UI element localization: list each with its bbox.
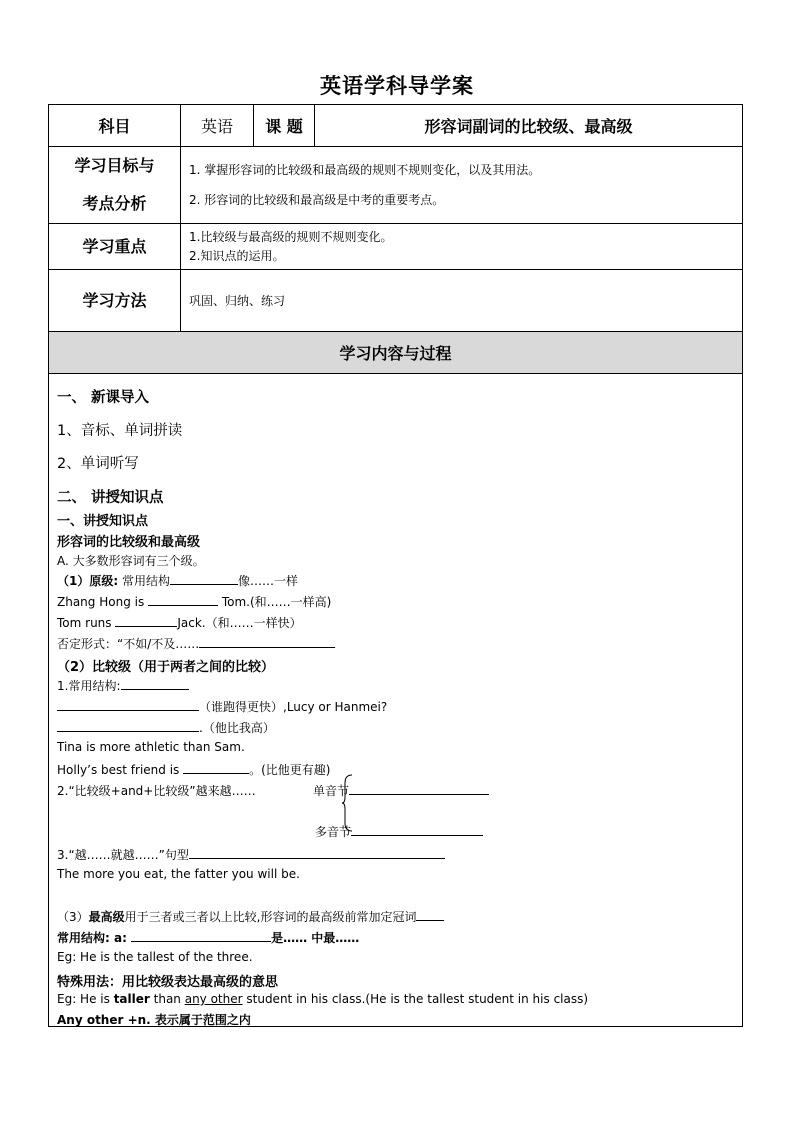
answer-blank xyxy=(349,793,489,795)
focus-item: 1.比较级与最高级的规则不规则变化。 xyxy=(189,229,393,244)
positive-tail: 像……一样 xyxy=(237,574,298,588)
answer-blank xyxy=(148,604,218,606)
example-text: Zhang Hong is xyxy=(57,595,149,609)
focus-row xyxy=(49,224,743,270)
goals-content xyxy=(181,147,743,224)
example-text: Jack.（和……一样快） xyxy=(177,616,302,630)
example-line xyxy=(57,719,275,736)
example-text: .（他比我高） xyxy=(199,721,275,735)
header-row xyxy=(49,105,743,147)
example-text: any other xyxy=(184,992,243,1006)
focus-content xyxy=(181,224,743,270)
process-label: 学习内容与过程 xyxy=(49,332,743,374)
example-text: 3.“越……就越……”句型 xyxy=(57,848,189,862)
goals-label-line2: 考点分析 xyxy=(82,194,147,213)
answer-blank xyxy=(199,646,335,648)
example-text: Holly’s best friend is xyxy=(57,763,184,777)
example-text: 是…… 中最…… xyxy=(271,931,360,945)
negative-form-line xyxy=(57,635,335,652)
sub-heading: 形容词的比较级和最高级 xyxy=(57,535,201,550)
topic-value: 形容词副词的比较级、最高级 xyxy=(315,105,743,147)
example-line xyxy=(57,614,302,631)
structure-line: 2.“比较级+and+比较级”越来越…… xyxy=(57,784,256,798)
process-header-row xyxy=(49,332,743,374)
focus-item: 2.知识点的运用。 xyxy=(189,248,285,263)
example-text: 单音节 xyxy=(313,784,350,798)
example-text: 用于三者或三者以上比较,形容词的最高级前常加定冠词 xyxy=(124,910,417,924)
lesson-plan-table xyxy=(48,104,743,1027)
monosyllable-line xyxy=(313,782,489,799)
answer-blank xyxy=(121,688,189,690)
topic-label: 课 题 xyxy=(254,105,315,147)
example-line: Tina is more athletic than Sam. xyxy=(57,740,245,754)
example-text: 否定形式：“不如/不及…… xyxy=(57,637,200,651)
polysyllable-line xyxy=(315,823,483,840)
example-text: 1.常用结构: xyxy=(57,679,121,693)
example-text: 。(比他更有趣) xyxy=(249,763,331,777)
answer-blank xyxy=(57,730,199,732)
example-line: The more you eat, the fatter you will be. xyxy=(57,867,300,881)
method-row xyxy=(49,270,743,332)
section-item: 1、音标、单词拼读 xyxy=(57,423,183,439)
example-line xyxy=(57,992,588,1006)
content-cell xyxy=(49,374,743,1027)
page-title: 英语学科导学案 xyxy=(320,74,474,98)
example-line xyxy=(57,593,331,610)
answer-blank xyxy=(416,919,444,921)
positive-text: 常用结构 xyxy=(118,574,170,588)
example-line xyxy=(57,761,330,778)
example-line xyxy=(57,698,387,715)
content-row xyxy=(49,374,743,1027)
answer-blank xyxy=(57,709,199,711)
subject-value: 英语 xyxy=(181,105,254,147)
structure-line xyxy=(57,846,445,863)
comparative-heading: （2）比较级（用于两者之间的比较） xyxy=(57,660,275,675)
section-knowledge: 二、 讲授知识点 xyxy=(57,490,164,506)
special-usage-heading: 特殊用法：用比较级表达最高级的意思 xyxy=(57,975,279,990)
subject-label: 科目 xyxy=(49,105,181,147)
method-label: 学习方法 xyxy=(49,270,181,332)
text-line: A. 大多数形容词有三个级。 xyxy=(57,554,205,568)
answer-blank xyxy=(115,625,177,627)
example-text: （谁跑得更快）,Lucy or Hanmei? xyxy=(199,700,388,714)
answer-blank xyxy=(183,772,249,774)
focus-label: 学习重点 xyxy=(49,224,181,270)
example-line: Eg: He is the tallest of the three. xyxy=(57,950,253,964)
answer-blank xyxy=(170,583,238,585)
goals-label xyxy=(49,147,181,224)
superlative-term: 最高级 xyxy=(88,910,125,924)
example-text: 常用结构: a: xyxy=(57,931,132,945)
superlative-line xyxy=(57,908,444,925)
example-text: Tom.(和……一样高) xyxy=(218,595,332,609)
positive-degree-line xyxy=(57,572,298,589)
sub-heading: 一、讲授知识点 xyxy=(57,514,149,529)
example-text: Tom runs xyxy=(57,616,116,630)
goal-item: 2. 形容词的比较级和最高级是中考的重要考点。 xyxy=(189,193,445,207)
positive-head: （1）原级: xyxy=(57,574,119,588)
method-value: 巩固、归纳、练习 xyxy=(181,270,743,332)
goals-label-line1: 学习目标与 xyxy=(74,156,155,175)
section-item: 2、单词听写 xyxy=(57,456,139,472)
structure-line xyxy=(57,929,359,946)
answer-blank xyxy=(189,857,445,859)
goals-row xyxy=(49,147,743,224)
example-text: Eg: He is xyxy=(57,992,114,1006)
example-text: taller xyxy=(113,992,150,1006)
example-text: （3） xyxy=(57,910,89,924)
section-new-lesson: 一、 新课导入 xyxy=(57,390,150,406)
structure-line xyxy=(57,677,189,694)
goal-item: 1. 掌握形容词的比较级和最高级的规则不规则变化，以及其用法。 xyxy=(189,163,541,177)
example-text: 多音节 xyxy=(315,825,352,839)
answer-blank xyxy=(131,940,271,942)
example-text: student in his class.(He is the tallest student in his class) xyxy=(242,992,589,1006)
note-line: Any other +n. 表示属于范围之内 xyxy=(57,1013,251,1027)
example-text: than xyxy=(149,992,185,1006)
answer-blank xyxy=(351,834,483,836)
